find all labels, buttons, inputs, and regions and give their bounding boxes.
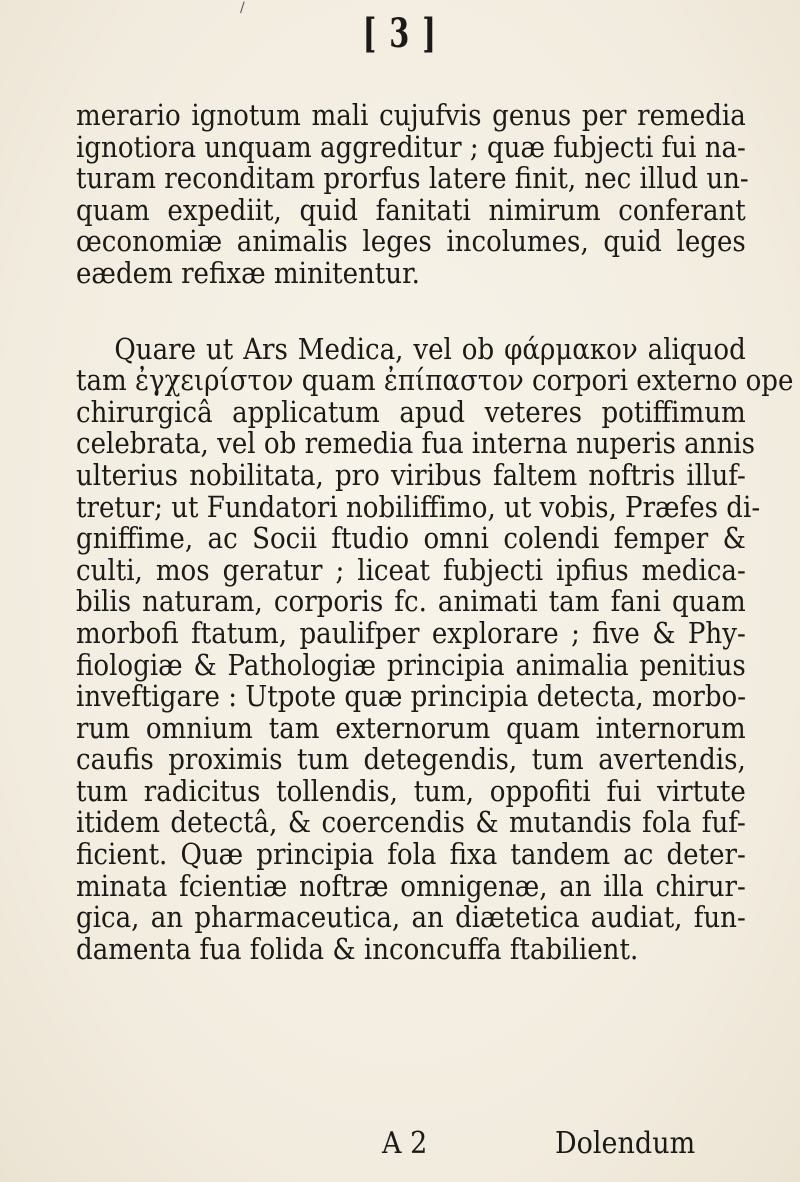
ink-mark: / (240, 0, 245, 16)
page-number: [ 3 ] (362, 10, 438, 57)
text-line: Quare ut Ars Medica, vel ob φάρμακον aliquod (114, 332, 746, 366)
text-line: gniffime, ac Socii ftudio omni colendi femper & (76, 522, 746, 556)
paragraph-gap (76, 290, 746, 334)
paragraph-2 (76, 332, 794, 966)
text-line: culti, mos geratur ; liceat fubjecti ipfius medica- (76, 553, 746, 587)
text-line: quam expediit, quid fanitati nimirum conferant (76, 193, 746, 227)
text-line: gica, an pharmaceutica, an diætetica audiat, fun- (76, 901, 746, 935)
text-line: damenta fua folida & inconcuffa ftabilient. (76, 932, 639, 966)
body-text (76, 99, 794, 966)
text-line: inveftigare : Utpote quæ principia detecta, morbo- (76, 680, 747, 714)
text-line: bilis naturam, corporis fc. animati tam fani quam (76, 585, 746, 619)
text-line: rum omnium tam externorum quam internorum (76, 711, 746, 745)
paragraph-1 (76, 99, 749, 290)
text-line: morbofi ftatum, paulifper explorare ; five & Phy- (76, 616, 746, 650)
text-line: eædem refixæ minitentur. (76, 256, 420, 290)
text-line: tam ἐγχειρίστον quam ἐπίπαστον corpori externo ope (76, 364, 794, 398)
text-line: merario ignotum mali cujufvis genus per remedia (76, 99, 746, 132)
signature-mark: A 2 (382, 1126, 428, 1161)
text-line: ficient. Quæ principia fola fixa tandem ac deter- (76, 838, 746, 872)
catchword: Dolendum (555, 1126, 696, 1161)
text-line: chirurgicâ applicatum apud veteres potiffimum (76, 395, 746, 429)
text-line: ignotiora unquam aggreditur ; quæ fubjecti fui na- (76, 130, 746, 164)
text-line: celebrata, vel ob remedia fua interna nuperis annis (76, 427, 756, 461)
text-line: tum radicitus tollendis, tum, oppofiti fui virtute (76, 774, 746, 808)
text-line: caufis proximis tum detegendis, tum avertendis, (76, 743, 746, 777)
text-line: ulterius nobilitata, pro viribus faltem noftris illuf- (76, 458, 746, 492)
text-line: fiologiæ & Pathologiæ principia animalia penitius (76, 648, 746, 682)
text-line: œconomiæ animalis leges incolumes, quid leges (76, 225, 746, 259)
text-line: tretur; ut Fundatori nobiliffimo, ut vobis, Præfes di- (76, 490, 761, 524)
text-line: itidem detectâ, & coercendis & mutandis fola fuf- (76, 806, 746, 840)
text-line: turam reconditam prorfus latere finit, nec illud un- (76, 162, 749, 196)
text-line: minata fcientiæ noftræ omnigenæ, an illa chirur- (76, 869, 746, 903)
